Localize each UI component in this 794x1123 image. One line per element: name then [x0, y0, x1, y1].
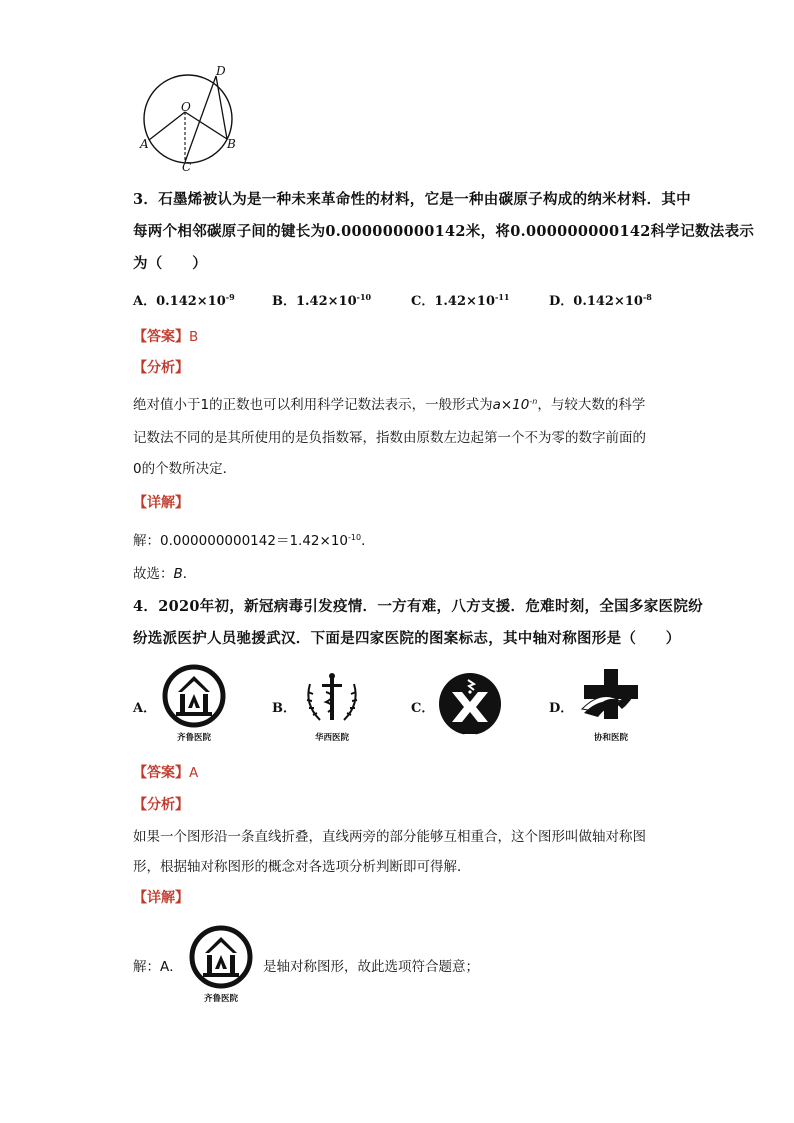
q4-option-a-label: A． [133, 701, 157, 716]
q3-line1: 3．石墨烯被认为是一种未来革命性的材料，它是一种由碳原子构成的纳米材料．其中 [133, 191, 691, 208]
q3-option-d: D．$0.142\times 10^{-8}$ [549, 292, 652, 309]
q4-analysis-tag: 【分析】 [133, 797, 189, 813]
q4-option-d-label: D． [549, 701, 574, 716]
q3-answer: 【答案】B [133, 329, 199, 345]
q3-option-a: A．$0.142\times 10^{-9}$ [133, 292, 235, 309]
q3-detail-tag: 【详解】 [133, 495, 189, 511]
point-label-a: A [140, 137, 149, 151]
q4-detail-suffix: 是轴对称图形，故此选项符合题意； [263, 959, 479, 975]
q4-option-a-caption: 齐鲁医院 [176, 733, 211, 743]
q4-detail-tag: 【详解】 [133, 890, 189, 906]
q3-detail-line2: 故选：B． [133, 566, 197, 582]
q3-analysis-line1: 绝对值小于1的正数也可以利用科学记数法表示，一般形式为$a\times 10^{-n}$，与较大数的科学 [133, 397, 646, 413]
q4-analysis-line1: 如果一个图形沿一条直线折叠，直线两旁的部分能够互相重合，这个图形叫做轴对称图 [133, 829, 646, 845]
q4-line2: 纷选派医护人员驰援武汉．下面是四家医院的图案标志，其中轴对称图形是（ ） [133, 630, 681, 647]
q3-detail-line1: 解：$0.000000000142=1.42\times 10^{-10}$． [133, 533, 375, 549]
point-label-c: C [182, 160, 192, 174]
q4-analysis-line2: 形，根据轴对称图形的概念对各选项分析判断即可得解． [133, 859, 471, 875]
q4-option-b-caption: 华西医院 [314, 733, 349, 743]
xiehe-hospital-logo [576, 665, 646, 727]
q4-option-d-caption: 协和医院 [593, 733, 628, 743]
q3-line2: 每两个相邻碳原子间的键长为0.000000000142米，将0.000000000142科学记数法表示 [133, 223, 755, 240]
qilu-hospital-logo-detail [189, 925, 253, 989]
q4-detail-prefix: 解：A． [133, 959, 183, 975]
q3-option-c: C．$1.42\times 10^{-11}$ [411, 292, 510, 309]
q4-option-c-label: C． [411, 701, 435, 716]
point-label-b: B [227, 137, 236, 151]
huaxi-hospital-logo [300, 670, 364, 728]
third-hospital-logo [438, 672, 502, 740]
point-label-o: O [181, 100, 191, 114]
q3-analysis-line2: 记数法不同的是其所使用的是负指数幂，指数由原数左边起第一个不为零的数字前面的 [133, 430, 646, 446]
q3-option-b: B．$1.42\times 10^{-10}$ [272, 292, 372, 309]
q3-line3: 为（ ） [133, 255, 207, 272]
q3-analysis-tag: 【分析】 [133, 360, 189, 376]
qilu-hospital-logo [162, 664, 226, 728]
q4-detail-caption: 齐鲁医院 [203, 994, 238, 1004]
q4-answer: 【答案】A [133, 765, 199, 781]
point-label-d: D [216, 64, 226, 78]
q4-option-b-label: B． [272, 701, 296, 716]
q4-line1: 4．2020年初，新冠病毒引发疫情．一方有难，八方支援．危难时刻，全国多家医院纷 [133, 598, 703, 615]
q3-analysis-line3: 0的个数所决定． [133, 461, 237, 477]
